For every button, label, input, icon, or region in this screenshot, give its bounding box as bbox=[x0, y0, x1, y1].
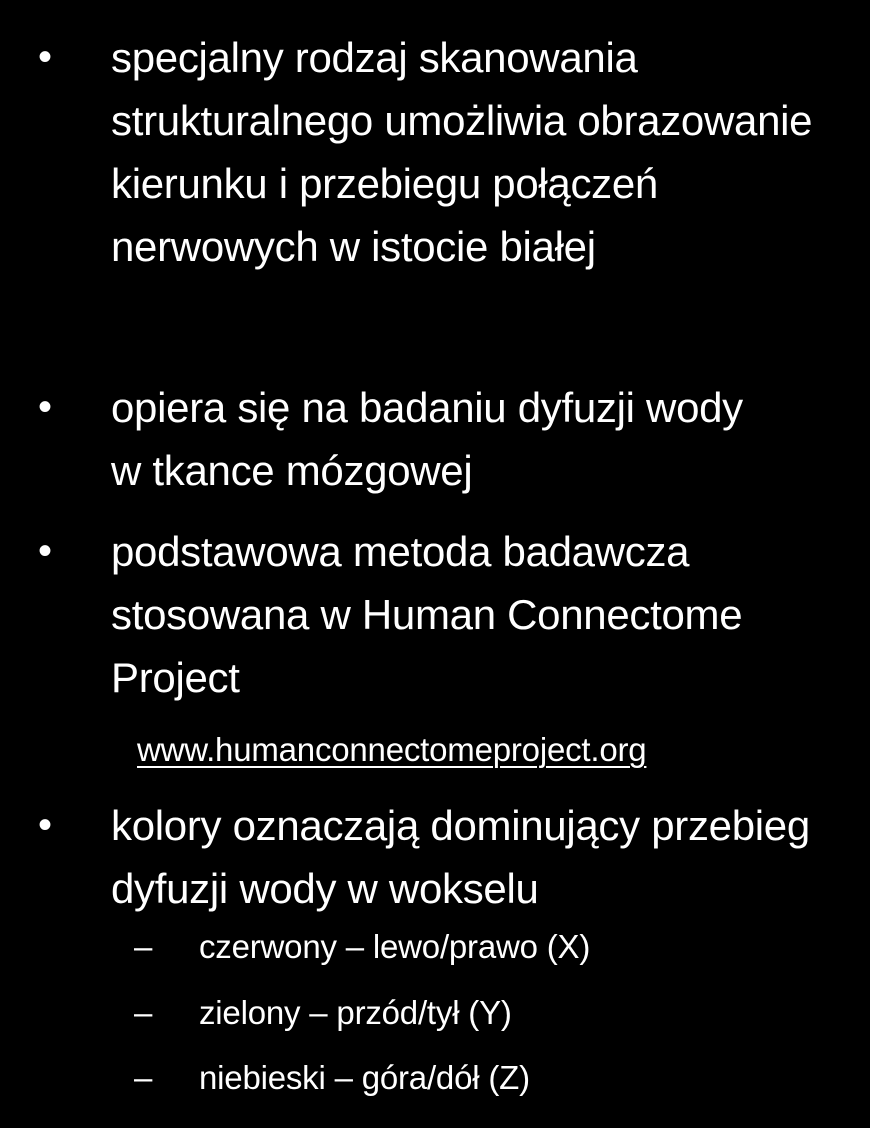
sub-item-text: niebieski – góra/dół (Z) bbox=[199, 1059, 530, 1096]
bullet-icon: • bbox=[38, 529, 53, 573]
dash-icon: – bbox=[134, 928, 153, 965]
bullet-icon: • bbox=[38, 385, 53, 429]
bullet-icon: • bbox=[38, 803, 53, 847]
bullet-text: kolory oznaczają dominujący przebieg dyfuzji wody w wokselu bbox=[111, 802, 810, 912]
dash-icon: – bbox=[134, 994, 153, 1031]
sub-item-text: zielony – przód/tył (Y) bbox=[199, 994, 512, 1031]
bullet-text: specjalny rodzaj skanowania strukturalnego umożliwia obrazowanie kierunku i przebiegu połączeń nerwowych w istocie białej bbox=[111, 34, 813, 270]
bullet-icon: • bbox=[38, 35, 53, 79]
bullet-text: opiera się na badaniu dyfuzji wody w tkance mózgowej bbox=[111, 384, 743, 494]
bullet-text: podstawowa metoda badawcza stosowana w Human Connectome Project bbox=[111, 528, 743, 701]
human-connectome-link[interactable]: www.humanconnectomeproject.org bbox=[137, 731, 647, 768]
sub-item-text: czerwony – lewo/prawo (X) bbox=[199, 928, 591, 965]
dash-icon: – bbox=[134, 1059, 153, 1096]
